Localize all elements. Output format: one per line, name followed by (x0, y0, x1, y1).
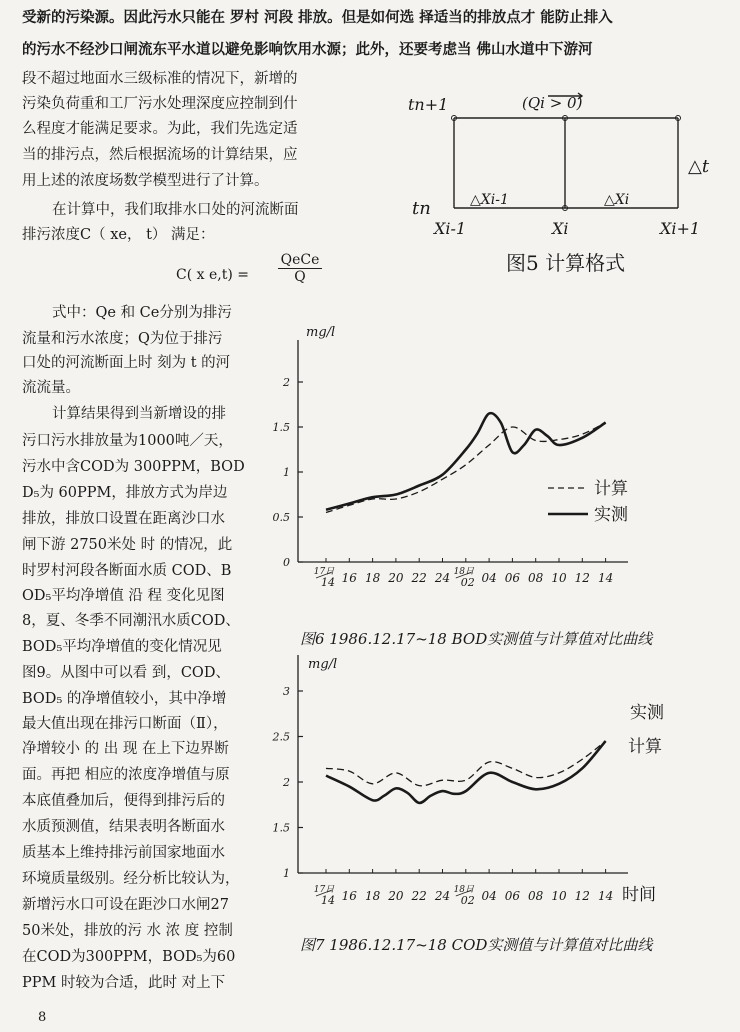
x-tick-label-top: 17日 (313, 885, 335, 895)
text-line: 环境质量级别。经分析比较认为， (22, 871, 240, 887)
page-number: 8 (38, 1010, 47, 1025)
x-tick-label: 16 (341, 889, 357, 903)
label-tn-plus-1: tn+1 (408, 95, 449, 114)
y-tick-label: 2.5 (272, 730, 290, 744)
x-tick-label: 10 (551, 889, 567, 903)
y-axis-label: mg/l (308, 657, 338, 672)
text-line: 段不超过地面水三级标准的情况下，新增的 (22, 71, 298, 87)
label-delta-t: △t (688, 156, 710, 177)
label-x-i: Xi (552, 219, 569, 238)
figure-caption: 图6 1986.12.17~18 BOD实测值与计算值对比曲线 (300, 630, 653, 648)
x-tick-label: 22 (411, 571, 427, 585)
text-line: BOD₅平均净增值的变化情况见 (22, 639, 222, 655)
y-tick-label: 0 (283, 556, 290, 569)
x-tick-label: 08 (528, 889, 544, 903)
x-tick-label: 14 (597, 889, 614, 903)
text-line: 的污水不经沙口闸流东平水道以避免影响饮用水源；此外，还要考虑当 佛山水道中下游河 (22, 41, 593, 58)
x-tick-label-top: 18日 (453, 567, 475, 577)
legend-label: 计算 (594, 479, 628, 499)
figure-6-bod-chart (273, 325, 655, 648)
x-tick-label: 20 (388, 571, 404, 585)
text-line: 净增较小 的 出 现 在上下边界断 (22, 741, 229, 757)
text-line: 么程度才能满足要求。为此，我们先选定适 (22, 121, 298, 137)
text-line: 式中：Qe 和 Ce分别为排污 (52, 305, 232, 321)
text-line: 受新的污染源。因此污水只能在 罗村 河段 排放。但是如何选 择适当的排放点才 能防止排入 (22, 9, 613, 26)
x-tick-label: 14 (597, 571, 614, 585)
text-line: 排放，排放口设置在距离沙口水 (22, 511, 225, 527)
text-line: 水质预测值，结果表明各断面水 (22, 819, 225, 835)
x-tick-label-bottom: 14 (321, 576, 335, 589)
text-line: 闸下游 2750米处 时 的情况，此 (22, 537, 233, 553)
text-line: 当的排污点，然后根据流场的计算结果，应 (22, 147, 298, 163)
x-tick-label: 12 (574, 889, 590, 903)
label-x-i-plus-1: Xi+1 (660, 219, 701, 238)
formula-denominator: Q (294, 269, 306, 285)
formula-numerator: QeCe (278, 252, 322, 269)
y-tick-label: 2 (283, 776, 290, 789)
text-line: OD₅平均净增值 沿 程 变化见图 (22, 588, 225, 604)
legend-label: 实测 (630, 703, 664, 723)
label-flow-condition: (Qi > 0) (522, 94, 583, 112)
x-tick-label: 04 (481, 571, 497, 585)
text-line: 质基本上维持排污前国家地面水 (22, 845, 225, 861)
y-tick-label: 1.5 (272, 421, 290, 434)
text-line: 污口污水排放量为1000吨／天， (22, 433, 233, 449)
x-tick-label-bottom: 02 (460, 576, 475, 589)
text-line: 新增污水口可设在距沙口水闸27 (22, 897, 229, 913)
x-tick-label: 18 (364, 889, 381, 903)
y-axis-label: mg/l (306, 325, 336, 340)
text-line: 本底值叠加后，便得到排污后的 (22, 793, 225, 809)
text-line: PPM 时较为合适，此时 对上下 (22, 975, 226, 991)
figure-caption: 图7 1986.12.17~18 COD实测值与计算值对比曲线 (300, 936, 653, 954)
x-tick-label-top: 18日 (453, 885, 475, 895)
series-line-calculated (326, 741, 606, 786)
x-tick-label-bottom: 14 (321, 894, 335, 907)
text-line: 用上述的浓度场数学模型进行了计算。 (22, 173, 269, 189)
label-x-i-minus-1: Xi-1 (434, 219, 467, 238)
x-tick-label: 20 (388, 889, 404, 903)
text-line: 污染负荷重和工厂污水处理深度应控制到什 (22, 96, 298, 112)
label-delta-x-i-minus-1: △Xi-1 (470, 192, 509, 208)
x-tick-label: 06 (504, 571, 521, 585)
y-tick-label: 2 (283, 376, 290, 389)
x-tick-label: 16 (341, 571, 357, 585)
series-line-measured (326, 413, 606, 510)
text-line: 流量和污水浓度；Q为位于排污 (22, 331, 223, 347)
x-tick-label: 06 (504, 889, 521, 903)
text-line: 时罗村河段各断面水质 COD、B (22, 563, 232, 579)
text-line: 最大值出现在排污口断面（Ⅱ）， (22, 716, 228, 732)
figure-5-caption: 图5 计算格式 (506, 251, 626, 275)
x-axis-label: 时间 (622, 885, 656, 905)
formula-lhs: C( x e,t) = (176, 267, 249, 283)
x-tick-label: 04 (481, 889, 497, 903)
text-line: 图9。从图中可以看 到，COD、 (22, 665, 230, 681)
x-tick-label-bottom: 02 (460, 894, 475, 907)
text-line: BOD₅ 的净增值较小，其中净增 (22, 691, 227, 707)
x-tick-label: 24 (434, 571, 451, 585)
figure-7-cod-chart (272, 655, 665, 954)
x-tick-label: 08 (528, 571, 544, 585)
text-line: 在计算中，我们取排水口处的河流断面 (52, 202, 299, 218)
legend-label: 计算 (628, 737, 662, 757)
y-tick-label: 1.5 (272, 821, 290, 835)
x-tick-label: 18 (364, 571, 381, 585)
series-line-measured (326, 741, 606, 803)
x-tick-label-top: 17日 (313, 567, 335, 577)
text-line: 在COD为300PPM，BOD₅为60 (22, 949, 236, 965)
y-tick-label: 3 (283, 685, 290, 698)
text-line: 流流量。 (22, 380, 80, 396)
x-tick-label: 10 (551, 571, 567, 585)
x-tick-label: 22 (411, 889, 427, 903)
text-line: 排污浓度C（ xe， t） 满足： (22, 227, 215, 243)
text-line: 8，夏、冬季不同潮汛水质COD、 (22, 613, 240, 629)
text-line: 面。再把 相应的浓度净增值与原 (22, 767, 230, 783)
x-tick-label: 12 (574, 571, 590, 585)
text-line: 计算结果得到当新增设的排 (52, 406, 226, 422)
y-tick-label: 1 (283, 466, 290, 479)
x-tick-label: 24 (434, 889, 451, 903)
legend-label: 实测 (594, 505, 628, 525)
text-line: D₅为 60PPM，排放方式为岸边 (22, 485, 228, 501)
label-tn: tn (412, 198, 431, 219)
y-tick-label: 0.5 (272, 511, 290, 524)
label-delta-x-i: △Xi (604, 192, 630, 208)
text-line: 污水中含COD为 300PPM，BOD (22, 459, 245, 475)
text-line: 口处的河流断面上时 刻为 t 的河 (22, 355, 231, 371)
y-tick-label: 1 (283, 867, 290, 880)
text-line: 50米处，排放的污 水 浓 度 控制 (22, 923, 233, 939)
